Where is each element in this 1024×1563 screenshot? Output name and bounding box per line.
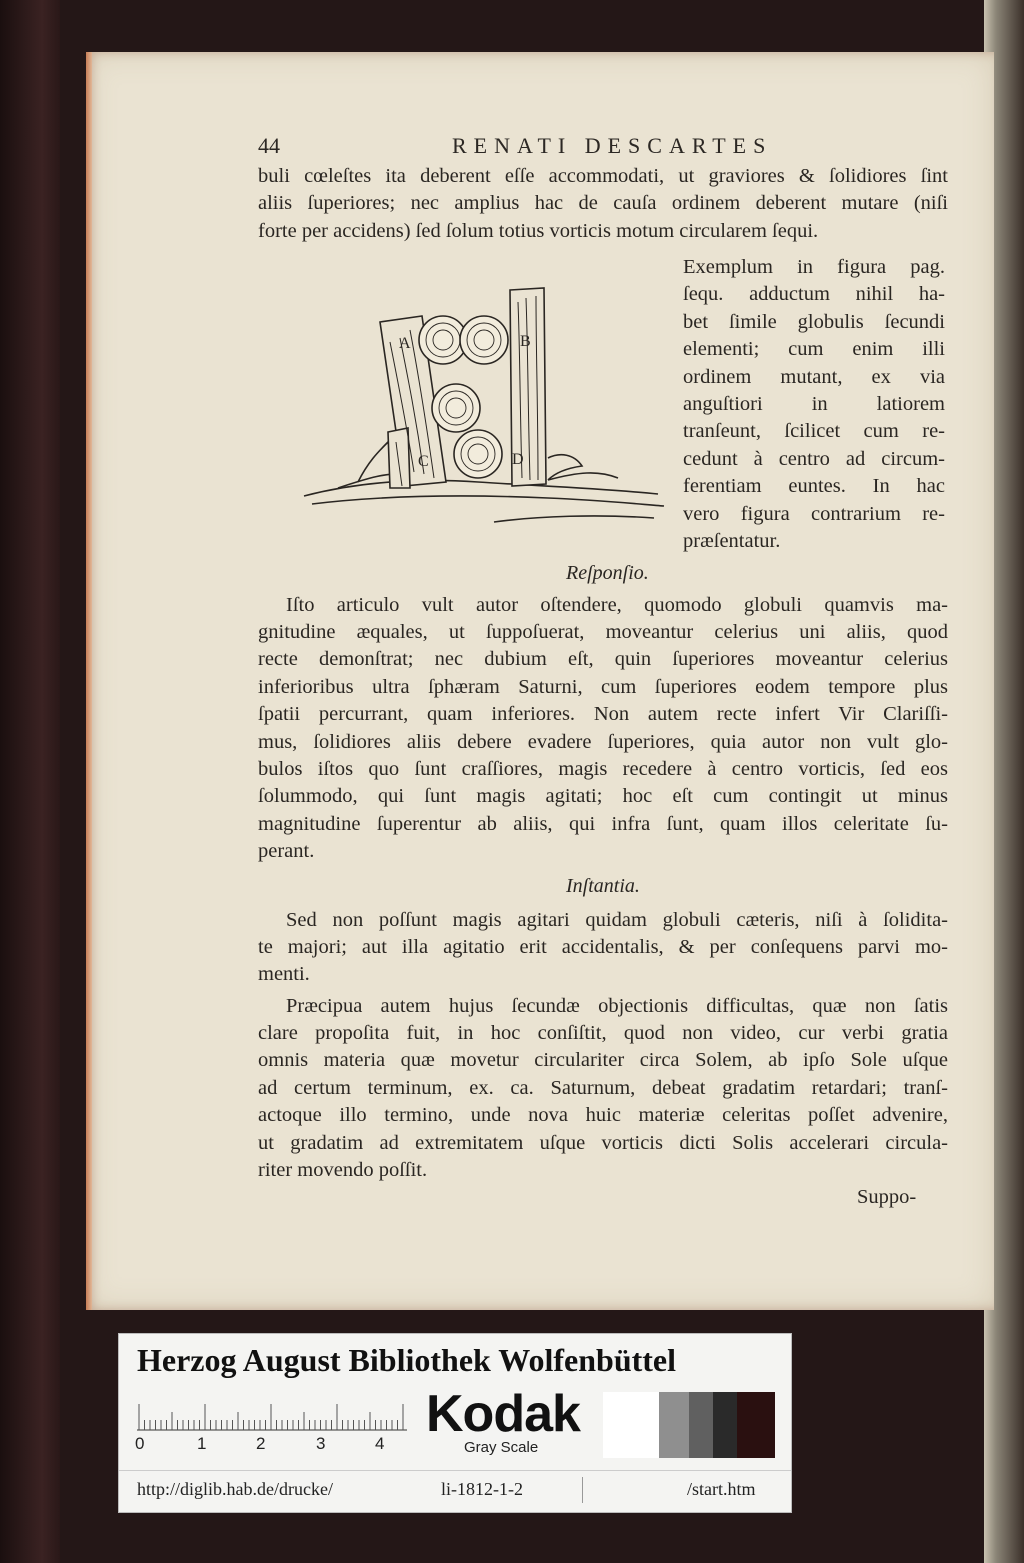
catchword: Suppo- [857,1186,917,1208]
library-url: http://diglib.hab.de/drucke/ [137,1479,333,1499]
gray-swatches [603,1392,775,1458]
text-line: menti. [258,963,310,986]
kodak-logo: Kodak [426,1385,580,1443]
swatch-light-gray [659,1392,689,1458]
woodcut-figure [298,282,670,528]
text-line: forte per accidens) ſed ſolum totius vorticis motum circularem ſequi. [258,219,819,242]
figure-label-c: C [418,453,429,470]
text-line: tranſeunt, ſcilicet cum re- [683,420,945,443]
text-line: clare propoſita fuit, in hoc conſiſtit, quod non video, cur verbi gratia [258,1022,948,1044]
swatch-mid-gray [689,1392,713,1458]
text-line: ferentiam euntes. In hac [683,475,945,498]
ruler-number: 3 [316,1434,326,1453]
book-frame-left [0,0,60,1563]
text-line: ad certum terminum, ex. ca. Saturnum, debeat gradatim retardari; tranſ- [258,1076,948,1099]
text-line: omnis materia quæ movetur circulariter circa Solem, ab ipſo Sole uſque [258,1049,948,1072]
responsio-heading: Reſponſio. [566,562,649,584]
text-line: buli cœleſtes ita deberent eſſe accommodati, ut graviores & ſolidiores ſint [258,165,948,187]
instantia-paragraph [286,907,948,934]
text-line: Exemplum in figura pag. [683,256,945,278]
instantia-paragraph-cont [258,934,948,989]
footer-divider [582,1477,583,1503]
ruler-number: 0 [135,1434,145,1453]
page-edge [86,52,92,1310]
objection-paragraph-cont [258,1020,948,1184]
text-line: gnitudine æquales, ut ſuppoſuerat, moveantur celerius uni aliis, quod [258,621,948,643]
running-head: RENATI DESCARTES [452,133,773,158]
side-paragraph [683,254,945,555]
text-line: actoque illo termino, unde nova huic materiæ celeritas poſſet advenire, [258,1104,948,1127]
text-line: ut gradatim ad extremitatem uſque vorticis dicti Solis accelerari circula- [258,1131,948,1154]
ruler-number: 1 [197,1434,207,1453]
text-line: Præcipua autem hujus ſecundæ objectionis difficultas, quæ non ſatis [286,995,948,1017]
text-line: ordinem mutant, ex via [683,365,945,388]
intro-paragraph [258,163,948,245]
start-page: /start.htm [687,1479,756,1499]
text-line: inferioribus ultra ſphæram Saturni, cum ſuperiores eodem tempore plus [258,675,948,698]
shelfmark: li-1812-1-2 [441,1479,523,1499]
swatch-white [603,1392,659,1458]
ruler-number: 2 [256,1434,266,1453]
text-line: elementi; cum enim illi [683,338,945,361]
instantia-heading: Inſtantia. [566,875,640,897]
text-line: perant. [258,840,315,863]
text-line: mus, ſolidiores aliis debere evadere ſuperiores, quia autor non vult glo- [258,730,948,753]
page-number: 44 [258,133,280,158]
ruler-numbers [135,1434,395,1458]
text-line: aliis ſuperiores; nec amplius hac de cauſa ordinem deberent mutare (niſi [258,192,948,215]
responsio-paragraph-cont [258,619,948,866]
swatch-dark-gray [713,1392,737,1458]
swatch-black [737,1392,775,1458]
text-line: ſequ. adductum nihil ha- [683,283,945,306]
figure-label-d: D [512,451,524,468]
figure-label-b: B [520,333,531,350]
text-line: recte demonſtrat; nec dubium eſt, quin ſuperiores moveantur celerius [258,648,948,671]
color-calibration-card [118,1333,792,1513]
gray-scale-label: Gray Scale [464,1439,539,1456]
text-line: Iſto articulo vult autor oſtendere, quomodo globuli quamvis ma- [286,594,948,616]
text-line: anguſtiori in latiorem [683,393,945,416]
text-line: magnitudine ſuperentur ab aliis, qui infra ſunt, quam illos celeritate ſu- [258,812,948,835]
page-header [258,133,958,163]
library-name: Herzog August Bibliothek Wolfenbüttel [137,1342,677,1378]
scale-ruler [137,1392,407,1432]
text-line: bulos iſtos quo ſunt craſſiores, magis recedere à centro vorticis, ſed eos [258,758,948,781]
text-line: ſolummodo, qui ſunt magis agitati; hoc eſt cum contingit ut minus [258,785,948,808]
figure-label-a: A [399,335,411,352]
responsio-paragraph [286,592,948,619]
text-line: præſentatur. [683,530,781,553]
card-footer [119,1470,791,1511]
text-line: cedunt à centro ad circum- [683,447,945,470]
objection-paragraph [286,993,948,1020]
text-line: Sed non poſſunt magis agitari quidam globuli cæteris, niſi à ſolidita- [286,909,948,931]
text-line: bet ſimile globulis ſecundi [683,310,945,333]
text-line: vero figura contrarium re- [683,502,945,525]
text-line: ſpatii percurrant, quam inferiores. Non autem recte infert Vir Clariſſi- [258,703,948,726]
text-line: te majori; aut illa agitatio erit accidentalis, & per conſequens parvi mo- [258,936,948,958]
ruler-number: 4 [375,1434,385,1453]
text-line: riter movendo poſſit. [258,1159,428,1182]
